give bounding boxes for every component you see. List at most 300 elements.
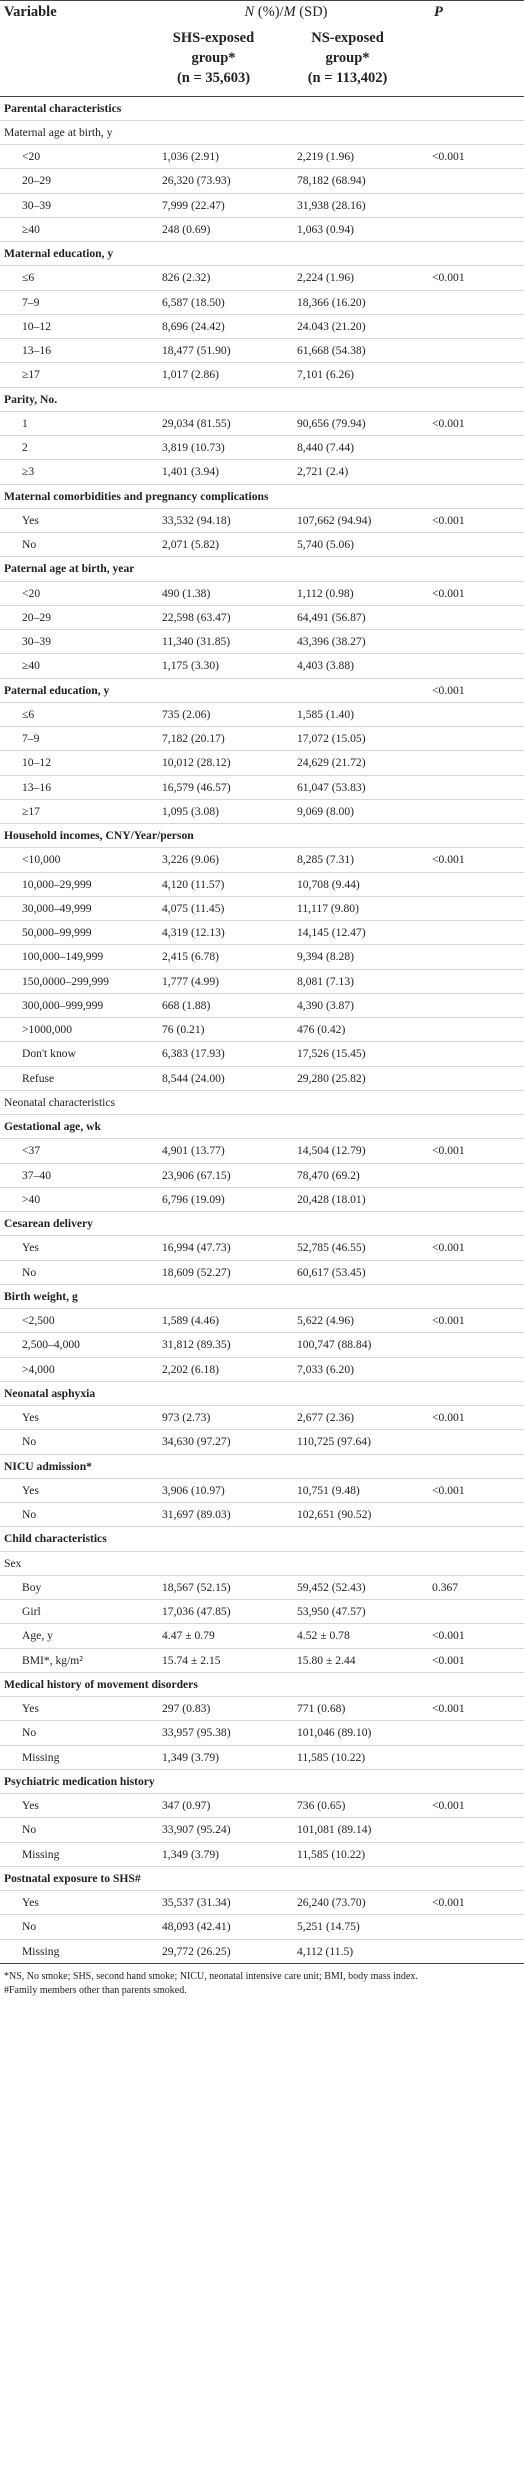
shs-group-value: 48,093 (42.41) (162, 1920, 231, 1934)
shs-group-header: SHS-exposed group* (n = 35,603) (172, 29, 255, 86)
table-row (0, 1503, 524, 1527)
row-label: Girl (22, 1605, 41, 1619)
ns-group-value (275, 1115, 420, 1139)
table-row (0, 1236, 524, 1260)
row-label: Postnatal exposure to SHS# (4, 1871, 141, 1885)
row-label: >1000,000 (22, 1023, 73, 1037)
shs-group-value: 4,901 (13.77) (162, 1144, 225, 1158)
table-row (0, 1866, 524, 1890)
p-value: <0.001 (432, 1483, 465, 1497)
ns-group-value: 11,585 (10.22) (297, 1750, 366, 1764)
p-value (420, 1090, 524, 1114)
table-row (0, 484, 524, 508)
row-label: Neonatal asphyxia (4, 1386, 96, 1400)
p-value (420, 824, 524, 848)
p-value (420, 460, 524, 484)
ns-group-value: 101,046 (89.10) (297, 1726, 372, 1740)
row-label: BMI*, kg/m² (22, 1653, 83, 1667)
shs-group-value: 17,036 (47.85) (162, 1605, 231, 1619)
row-label: ≥40 (22, 659, 40, 673)
table-row (0, 1527, 524, 1551)
p-value (420, 799, 524, 823)
shs-group-value: 16,579 (46.57) (162, 780, 231, 794)
table-row (0, 727, 524, 751)
ns-group-value (275, 1672, 420, 1696)
shs-group-value: 1,589 (4.46) (162, 1314, 219, 1328)
shs-group-value (152, 96, 275, 120)
ns-group-value: 4,403 (3.88) (297, 659, 354, 673)
table-row (0, 775, 524, 799)
ns-group-value (275, 1212, 420, 1236)
table-row (0, 1454, 524, 1478)
shs-group-value: 29,034 (81.55) (162, 416, 231, 430)
shs-group-value: 1,349 (3.79) (162, 1750, 219, 1764)
ns-group-value: 9,394 (8.28) (297, 950, 354, 964)
table-row (0, 339, 524, 363)
row-label: Yes (22, 1483, 39, 1497)
ns-group-value: 100,747 (88.84) (297, 1338, 372, 1352)
ns-group-value: 20,428 (18.01) (297, 1192, 366, 1206)
ns-group-value: 2,219 (1.96) (297, 150, 354, 164)
ns-group-value: 64,491 (56.87) (297, 610, 366, 624)
shs-group-value: 1,777 (4.99) (162, 974, 219, 988)
shs-group-value: 4,319 (12.13) (162, 926, 225, 940)
p-value (420, 921, 524, 945)
table-row (0, 1018, 524, 1042)
p-value (420, 314, 524, 338)
table-row (0, 921, 524, 945)
ns-group-value (275, 557, 420, 581)
row-label: ≥17 (22, 804, 40, 818)
shs-group-value: 6,587 (18.50) (162, 295, 225, 309)
ns-group-value: 24,629 (21.72) (297, 756, 366, 770)
ns-group-value: 1,063 (0.94) (297, 222, 354, 236)
p-value (420, 1430, 524, 1454)
table-row (0, 1357, 524, 1381)
p-value (420, 1066, 524, 1090)
table-row (0, 678, 524, 702)
row-label: <20 (22, 150, 41, 164)
ns-group-value (275, 1284, 420, 1308)
shs-group-value: 4.47 ± 0.79 (162, 1629, 215, 1643)
ns-group-value: 11,585 (10.22) (297, 1847, 366, 1861)
ns-group-value: 60,617 (53.45) (297, 1265, 366, 1279)
table-row (0, 1818, 524, 1842)
table-row (0, 169, 524, 193)
p-value (420, 1769, 524, 1793)
p-value (420, 1915, 524, 1939)
shs-group-value: 31,697 (89.03) (162, 1508, 231, 1522)
ns-group-value: 2,224 (1.96) (297, 271, 354, 285)
row-label: <2,500 (22, 1314, 55, 1328)
measure-column-header: N (%)/M (SD) (244, 4, 328, 20)
row-label: Yes (22, 1411, 39, 1425)
p-value (420, 1260, 524, 1284)
table-row (0, 217, 524, 241)
row-label: 7–9 (22, 295, 40, 309)
table-row (0, 1309, 524, 1333)
table-row (0, 363, 524, 387)
shs-group-value: 23,906 (67.15) (162, 1168, 231, 1182)
ns-group-value: 17,072 (15.05) (297, 732, 366, 746)
ns-group-value: 8,081 (7.13) (297, 974, 354, 988)
table-row (0, 993, 524, 1017)
ns-group-value: 2,721 (2.4) (297, 465, 349, 479)
p-value (420, 1163, 524, 1187)
p-value (420, 120, 524, 144)
table-row (0, 1406, 524, 1430)
shs-group-value: 18,609 (52.27) (162, 1265, 231, 1279)
row-label: 30,000–49,999 (22, 901, 92, 915)
shs-group-value: 1,036 (2.91) (162, 150, 219, 164)
ns-group-value: 11,117 (9.80) (297, 901, 359, 915)
row-label: >40 (22, 1192, 41, 1206)
shs-group-value: 35,537 (31.34) (162, 1896, 231, 1910)
shs-group-value (152, 1769, 275, 1793)
row-label: Psychiatric medication history (4, 1774, 155, 1788)
ns-group-value: 736 (0.65) (297, 1799, 346, 1813)
row-label: 50,000–99,999 (22, 926, 92, 940)
p-value (420, 96, 524, 120)
shs-group-value (152, 1866, 275, 1890)
row-label: 100,000–149,999 (22, 950, 104, 964)
p-value (420, 993, 524, 1017)
shs-group-value: 4,120 (11.57) (162, 877, 225, 891)
shs-group-value: 2,202 (6.18) (162, 1362, 219, 1376)
p-value: <0.001 (432, 1653, 465, 1667)
row-label: 37–40 (22, 1168, 51, 1182)
row-label: >4,000 (22, 1362, 55, 1376)
row-label: Yes (22, 513, 39, 527)
p-value: <0.001 (432, 416, 465, 430)
row-label: 20–29 (22, 174, 51, 188)
shs-group-value: 29,772 (26.25) (162, 1944, 231, 1958)
ns-group-value: 1,585 (1.40) (297, 707, 354, 721)
table-row (0, 630, 524, 654)
ns-group-value: 59,452 (52.43) (297, 1580, 366, 1594)
shs-group-value: 4,075 (11.45) (162, 901, 225, 915)
row-label: ≤6 (22, 271, 35, 285)
p-value (420, 1721, 524, 1745)
row-label: Medical history of movement disorders (4, 1677, 198, 1691)
table-row (0, 242, 524, 266)
table-row (0, 1672, 524, 1696)
p-value: 0.367 (432, 1580, 459, 1594)
shs-group-value (152, 1551, 275, 1575)
shs-group-value: 33,907 (95.24) (162, 1823, 231, 1837)
shs-group-value: 7,182 (20.17) (162, 732, 225, 746)
shs-group-value: 6,383 (17.93) (162, 1047, 225, 1061)
p-value (420, 1454, 524, 1478)
ns-group-value (275, 242, 420, 266)
p-value (420, 193, 524, 217)
ns-group-value: 29,280 (25.82) (297, 1071, 366, 1085)
row-label: Yes (22, 1241, 39, 1255)
ns-group-value (275, 678, 420, 702)
p-value (420, 702, 524, 726)
row-label: Maternal age at birth, y (4, 125, 113, 139)
table-row (0, 1939, 524, 1963)
ns-group-value: 1,112 (0.98) (297, 586, 354, 600)
row-label: <37 (22, 1144, 41, 1158)
footnote-abbreviations: *NS, No smoke; SHS, second hand smoke; NICU, neonatal intensive care unit; BMI, body mass index. (4, 1970, 418, 1982)
shs-group-value: 15.74 ± 2.15 (162, 1653, 221, 1667)
row-label: Refuse (22, 1071, 55, 1085)
table-row (0, 387, 524, 411)
p-value (420, 1381, 524, 1405)
table-footnotes (0, 1964, 524, 1997)
row-label: No (22, 1823, 37, 1837)
row-label: Neonatal characteristics (4, 1095, 116, 1109)
row-label: No (22, 1920, 37, 1934)
p-value (420, 436, 524, 460)
table-row (0, 460, 524, 484)
p-value (420, 290, 524, 314)
row-label: Paternal education, y (4, 683, 110, 697)
shs-group-value: 1,175 (3.30) (162, 659, 219, 673)
p-value (420, 1818, 524, 1842)
row-label: Birth weight, g (4, 1289, 78, 1303)
p-value: <0.001 (432, 683, 465, 697)
row-label: Household incomes, CNY/Year/person (4, 829, 194, 843)
ns-group-value: 78,470 (69.2) (297, 1168, 360, 1182)
p-value: <0.001 (432, 1144, 465, 1158)
shs-group-value (152, 242, 275, 266)
p-value (420, 1357, 524, 1381)
row-label: 2,500–4,000 (22, 1338, 80, 1352)
shs-group-value: 826 (2.32) (162, 271, 211, 285)
row-label: ≤6 (22, 707, 35, 721)
table-row (0, 557, 524, 581)
p-value: <0.001 (432, 1896, 465, 1910)
p-value: <0.001 (432, 586, 465, 600)
p-value (420, 363, 524, 387)
table-row (0, 872, 524, 896)
table-row (0, 1478, 524, 1502)
ns-group-value: 53,950 (47.57) (297, 1605, 366, 1619)
p-value (420, 169, 524, 193)
row-label: Parental characteristics (4, 101, 122, 115)
variable-column-header: Variable (4, 4, 57, 20)
p-value (420, 605, 524, 629)
row-label: Yes (22, 1702, 39, 1716)
p-value (420, 727, 524, 751)
ns-group-value: 7,101 (6.26) (297, 368, 354, 382)
shs-group-value: 248 (0.69) (162, 222, 211, 236)
row-label: 13–16 (22, 344, 51, 358)
ns-group-value: 102,651 (90.52) (297, 1508, 372, 1522)
table-row (0, 1066, 524, 1090)
p-value: <0.001 (432, 1629, 465, 1643)
row-label: Age, y (22, 1629, 53, 1643)
ns-group-value: 14,145 (12.47) (297, 926, 366, 940)
table-row (0, 581, 524, 605)
ns-group-value (275, 1454, 420, 1478)
shs-group-value (152, 1090, 275, 1114)
p-value (420, 387, 524, 411)
shs-group-value: 7,999 (22.47) (162, 198, 225, 212)
p-value (420, 751, 524, 775)
shs-group-value: 1,349 (3.79) (162, 1847, 219, 1861)
p-value (420, 654, 524, 678)
ns-group-value (275, 1866, 420, 1890)
table-row (0, 411, 524, 435)
ns-group-value: 5,622 (4.96) (297, 1314, 354, 1328)
table-row (0, 1212, 524, 1236)
shs-group-value: 16,994 (47.73) (162, 1241, 231, 1255)
p-value (420, 1333, 524, 1357)
shs-group-value: 33,532 (94.18) (162, 513, 231, 527)
ns-group-value: 110,725 (97.64) (297, 1435, 371, 1449)
ns-group-value: 476 (0.42) (297, 1023, 346, 1037)
ns-group-value: 90,656 (79.94) (297, 416, 366, 430)
row-label: 10–12 (22, 756, 51, 770)
p-value (420, 1503, 524, 1527)
shs-group-value (152, 1454, 275, 1478)
shs-group-value: 6,796 (19.09) (162, 1192, 225, 1206)
shs-group-value (152, 120, 275, 144)
p-value (420, 1042, 524, 1066)
p-value (420, 1018, 524, 1042)
p-value (420, 1842, 524, 1866)
p-value (420, 1745, 524, 1769)
row-label: Parity, No. (4, 392, 58, 406)
row-label: 30–39 (22, 198, 51, 212)
p-value (420, 217, 524, 241)
table-row (0, 1260, 524, 1284)
p-value: <0.001 (432, 1411, 465, 1425)
p-value: <0.001 (432, 853, 465, 867)
table-row (0, 1163, 524, 1187)
shs-group-value: 2,415 (6.78) (162, 950, 219, 964)
row-label: Gestational age, wk (4, 1120, 101, 1134)
row-label: Boy (22, 1580, 42, 1594)
row-label: Missing (22, 1944, 60, 1958)
row-label: Missing (22, 1847, 60, 1861)
row-label: ≥3 (22, 465, 35, 479)
shs-group-value: 1,095 (3.08) (162, 804, 219, 818)
shs-group-value: 8,544 (24.00) (162, 1071, 225, 1085)
p-value (420, 896, 524, 920)
table-row (0, 896, 524, 920)
row-label: 7–9 (22, 732, 40, 746)
shs-group-value: 1,401 (3.94) (162, 465, 219, 479)
row-label: No (22, 1508, 37, 1522)
ns-group-value: 7,033 (6.20) (297, 1362, 354, 1376)
row-label: 10,000–29,999 (22, 877, 92, 891)
shs-group-value: 18,477 (51.90) (162, 344, 231, 358)
row-label: 30–39 (22, 635, 51, 649)
ns-group-value: 52,785 (46.55) (297, 1241, 366, 1255)
table-row (0, 266, 524, 290)
row-label: Cesarean delivery (4, 1217, 93, 1231)
ns-group-value (275, 484, 420, 508)
row-label: Missing (22, 1750, 60, 1764)
ns-group-value (275, 1551, 420, 1575)
shs-group-value: 668 (1.88) (162, 998, 211, 1012)
shs-group-value (152, 1284, 275, 1308)
table-row (0, 848, 524, 872)
row-label: ≥40 (22, 222, 40, 236)
ns-group-header: NS-exposed group* (n = 113,402) (307, 29, 388, 86)
ns-group-value: 18,366 (16.20) (297, 295, 366, 309)
shs-group-value: 973 (2.73) (162, 1411, 211, 1425)
ns-group-value: 8,440 (7.44) (297, 441, 354, 455)
row-label: No (22, 1726, 37, 1740)
shs-group-value: 11,340 (31.85) (162, 635, 231, 649)
ns-group-value: 14,504 (12.79) (297, 1144, 366, 1158)
table-row (0, 945, 524, 969)
p-value (420, 484, 524, 508)
table-row (0, 1139, 524, 1163)
table-row (0, 1115, 524, 1139)
ns-group-value: 8,285 (7.31) (297, 853, 354, 867)
row-label: Maternal education, y (4, 247, 114, 261)
shs-group-value: 2,071 (5.82) (162, 538, 219, 552)
row-label: Sex (4, 1556, 22, 1570)
p-value (420, 1866, 524, 1890)
row-label: NICU admission* (4, 1459, 92, 1473)
p-value (420, 1551, 524, 1575)
p-value (420, 969, 524, 993)
row-label: Maternal comorbidities and pregnancy complications (4, 489, 269, 503)
shs-group-value (152, 678, 275, 702)
shs-group-value (152, 1212, 275, 1236)
row-label: 10–12 (22, 319, 51, 333)
shs-group-value: 3,226 (9.06) (162, 853, 219, 867)
table-row (0, 193, 524, 217)
row-label: Child characteristics (4, 1532, 107, 1546)
ns-group-value: 5,740 (5.06) (297, 538, 354, 552)
shs-group-value: 76 (0.21) (162, 1023, 205, 1037)
table-row (0, 1187, 524, 1211)
ns-group-value: 107,662 (94.94) (297, 513, 372, 527)
table-row (0, 1891, 524, 1915)
ns-group-value: 10,751 (9.48) (297, 1483, 360, 1497)
shs-group-value: 1,017 (2.86) (162, 368, 219, 382)
table-row (0, 1915, 524, 1939)
p-value: <0.001 (432, 150, 465, 164)
p-value: <0.001 (432, 1241, 465, 1255)
p-value (420, 1939, 524, 1963)
ns-group-value: 2,677 (2.36) (297, 1411, 354, 1425)
table-row (0, 290, 524, 314)
shs-group-value: 3,819 (10.73) (162, 441, 225, 455)
ns-group-value: 26,240 (73.70) (297, 1896, 366, 1910)
row-label: No (22, 538, 37, 552)
table-row (0, 1090, 524, 1114)
p-value: <0.001 (432, 513, 465, 527)
row-label: No (22, 1435, 37, 1449)
table-row (0, 1042, 524, 1066)
table-row (0, 654, 524, 678)
table-row (0, 751, 524, 775)
shs-group-value (152, 1527, 275, 1551)
table-row (0, 1333, 524, 1357)
ns-group-value: 78,182 (68.94) (297, 174, 366, 188)
p-value (420, 945, 524, 969)
table-row (0, 533, 524, 557)
row-label: 13–16 (22, 780, 51, 794)
p-value (420, 557, 524, 581)
p-value (420, 1672, 524, 1696)
ns-group-value (275, 387, 420, 411)
ns-group-value (275, 96, 420, 120)
table-row (0, 702, 524, 726)
table-row (0, 605, 524, 629)
p-value: <0.001 (432, 271, 465, 285)
p-value (420, 872, 524, 896)
